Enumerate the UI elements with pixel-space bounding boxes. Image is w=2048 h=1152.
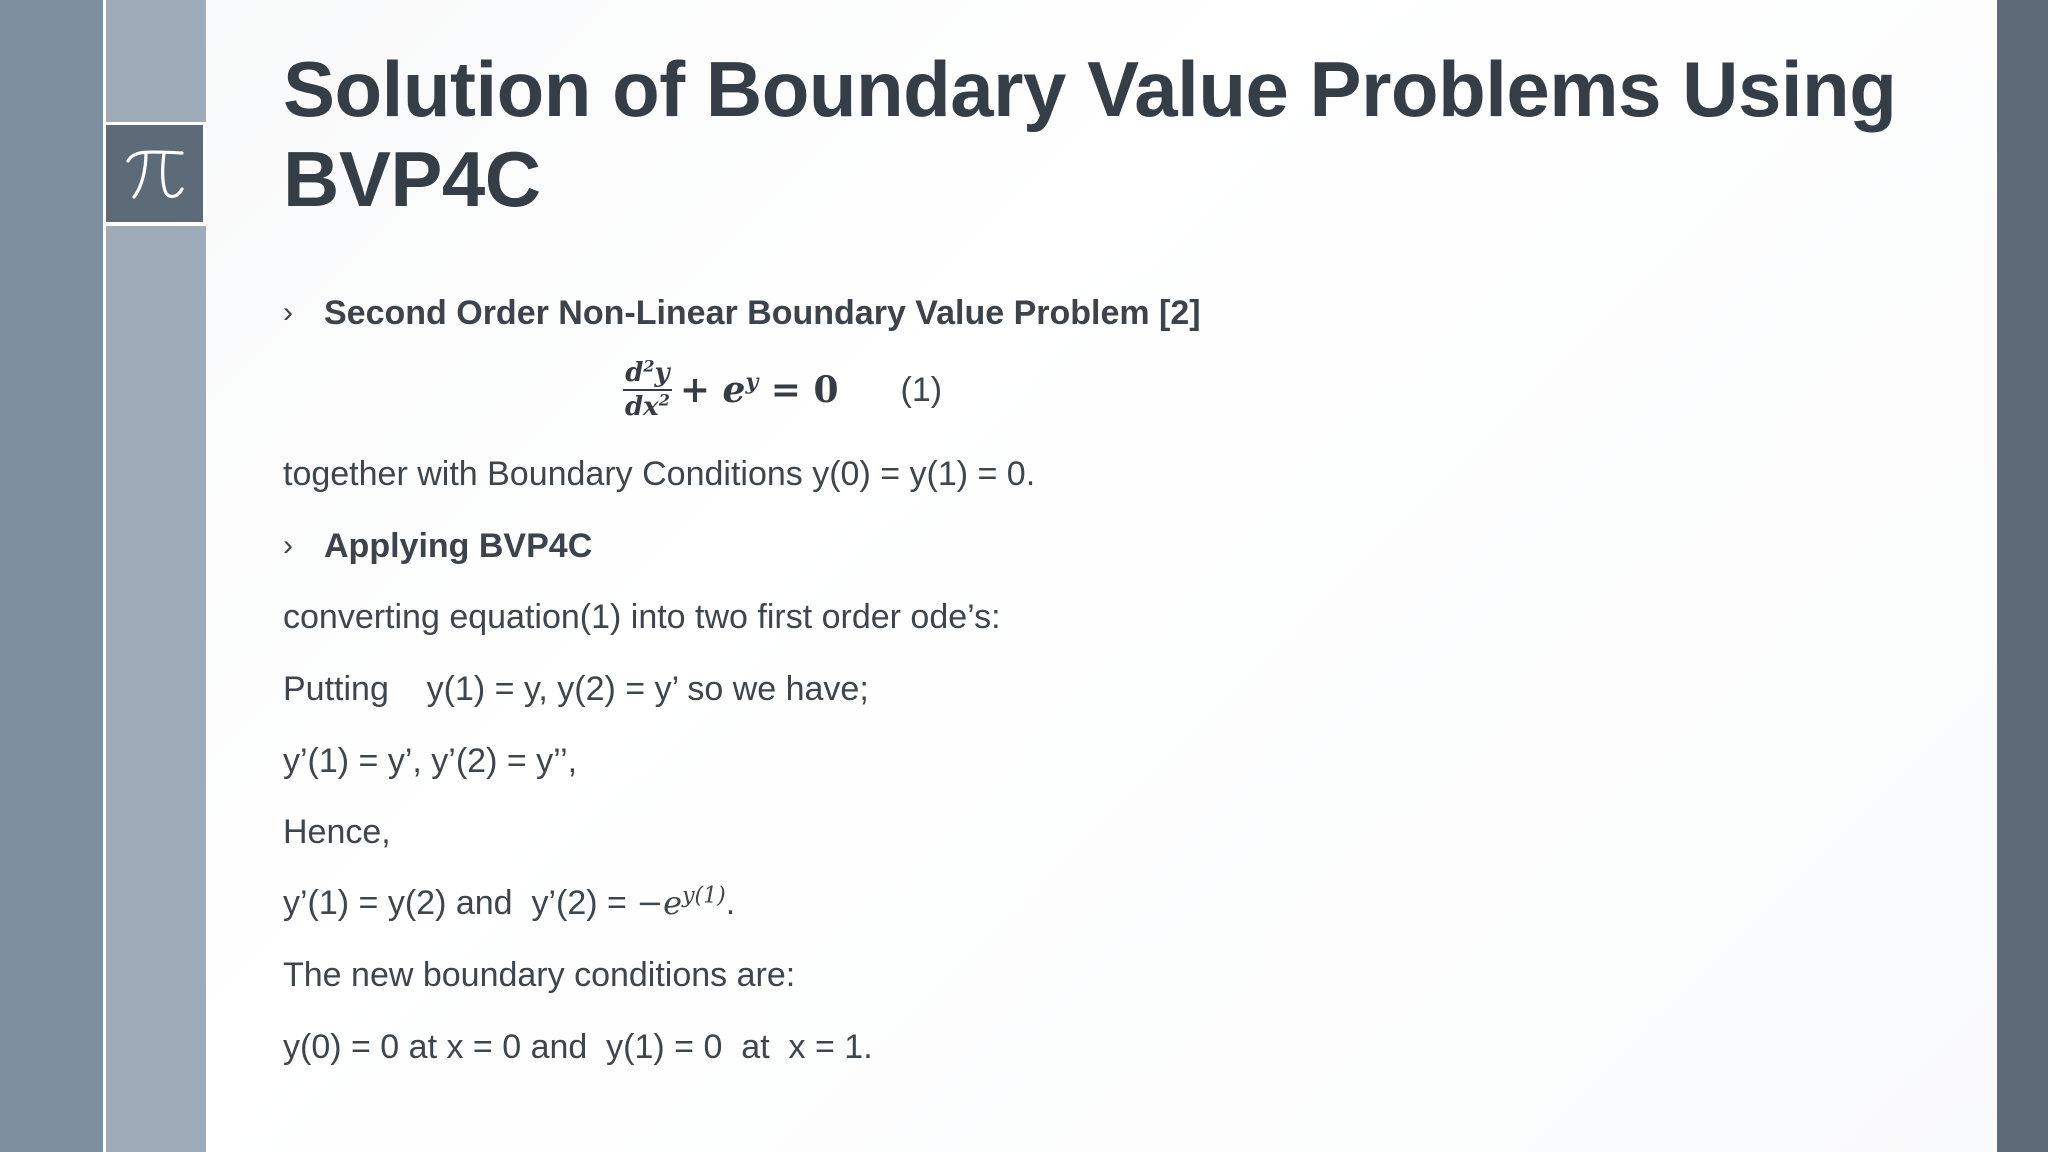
putting-line: Putting y(1) = y, y(2) = y’ so we have;	[283, 670, 869, 708]
eq-den-exp: 2	[658, 390, 670, 410]
logo-box	[103, 122, 206, 226]
eq-num-d: d	[625, 358, 644, 388]
equation-rest	[680, 369, 839, 411]
eq-equals: = 0	[758, 369, 839, 411]
result-math	[636, 884, 725, 922]
result-line	[283, 883, 735, 923]
bullet-text: Applying BVP4C	[324, 527, 593, 565]
boundary-conditions-line: together with Boundary Conditions y(0) = y(1) = 0.	[283, 455, 1036, 493]
eq-num-var: y	[654, 358, 670, 388]
bullet-item	[283, 526, 592, 566]
derivatives-line: y’(1) = y’, y’(2) = y’’,	[283, 742, 578, 780]
eq-den-dx: dx	[625, 392, 659, 422]
pi-icon	[120, 139, 190, 209]
new-bc-line: The new boundary conditions are:	[283, 956, 796, 994]
right-decorative-band	[1997, 0, 2048, 1152]
result-math-base: −e	[636, 884, 683, 922]
eq-num-exp: 2	[643, 356, 655, 376]
eq-e: e	[722, 369, 746, 411]
left-decorative-band	[0, 0, 103, 1152]
result-prefix: y’(1) = y(2) and y’(2) =	[283, 884, 637, 922]
bullet-marker: ›	[283, 296, 293, 329]
equation-1	[623, 358, 942, 422]
result-math-exp: y(1)	[682, 883, 726, 909]
slide-title: Solution of Boundary Value Problems Using BVP4C	[283, 45, 1897, 223]
equation-number: (1)	[900, 370, 943, 409]
bullet-text: Second Order Non-Linear Boundary Value Problem [2]	[324, 294, 1201, 332]
converting-line: converting equation(1) into two first order ode’s:	[283, 598, 1001, 636]
eq-e-exp: y	[745, 369, 759, 395]
bullet-item	[283, 293, 1201, 333]
fraction-d2y-dx2	[623, 358, 672, 422]
logo-inner	[106, 125, 203, 222]
bullet-marker: ›	[283, 529, 293, 562]
final-bc-line: y(0) = 0 at x = 0 and y(1) = 0 at x = 1.	[283, 1028, 873, 1066]
hence-line: Hence,	[283, 813, 391, 851]
result-suffix: .	[725, 884, 736, 922]
eq-plus: +	[679, 369, 723, 411]
